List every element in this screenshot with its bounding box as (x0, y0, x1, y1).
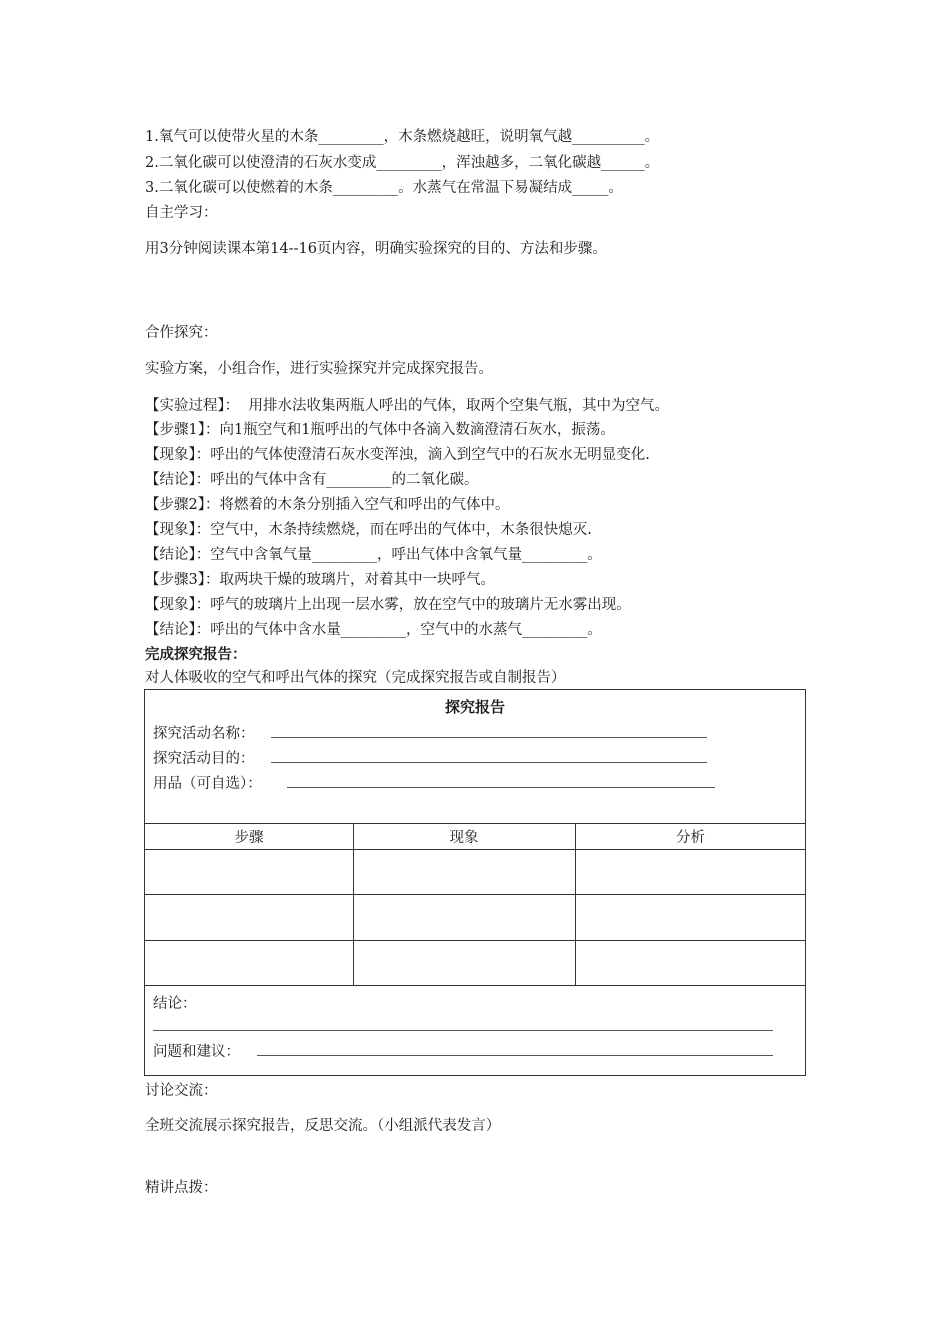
questions-blank[interactable] (257, 1055, 773, 1056)
phenomenon-2: 【现象】：空气中，木条持续燃烧，而在呼出的气体中，木条很快熄灭. (145, 522, 592, 538)
activity-name-blank[interactable] (271, 737, 707, 738)
report-heading: 完成探究报告： (145, 647, 247, 663)
self-study-heading: 自主学习： (145, 205, 218, 221)
divider (145, 985, 805, 986)
activity-purpose-label: 探究活动目的： (153, 751, 255, 767)
column-header-step: 步骤 (234, 830, 264, 846)
cooperative-heading: 合作探究： (145, 325, 218, 341)
column-header-analysis: 分析 (676, 830, 705, 846)
column-header-phenomenon: 现象 (449, 830, 479, 846)
discussion-text: 全班交流展示探究报告，反思交流。（小组派代表发言） (145, 1118, 501, 1134)
lecture-heading: 精讲点拨： (145, 1180, 218, 1196)
materials-blank[interactable] (287, 787, 715, 788)
conclusion-3: 【结论】：呼出的气体中含水量_________，空气中的水蒸气_________。 (145, 622, 602, 638)
conclusion-2: 【结论】：空气中含氧气量_________，呼出气体中含氧气量_________。 (145, 547, 602, 563)
materials-label: 用品（可自选）： (153, 776, 262, 792)
self-study-text: 用3分钟阅读课本第14--16页内容，明确实验探究的目的、方法和步骤。 (145, 241, 607, 257)
activity-name-label: 探究活动名称： (153, 726, 255, 742)
review-question-2: 2.二氧化碳可以使澄清的石灰水变成_________，浑浊越多，二氧化碳越______。 (145, 155, 660, 171)
step-3: 【步骤3】：取两块干燥的玻璃片，对着其中一块呼气。 (145, 572, 495, 588)
divider (145, 894, 805, 895)
conclusion-label: 结论： (153, 996, 197, 1012)
report-title: 探究报告 (444, 698, 505, 716)
column-divider (575, 823, 576, 985)
cooperative-text: 实验方案，小组合作，进行实验探究并完成探究报告。 (145, 361, 493, 377)
divider (145, 849, 805, 850)
divider (145, 823, 805, 824)
activity-purpose-blank[interactable] (271, 762, 707, 763)
review-question-3: 3.二氧化碳可以使燃着的木条_________。水蒸气在常温下易凝结成_____。 (145, 180, 623, 196)
conclusion-1: 【结论】：呼出的气体中含有_________的二氧化碳。 (145, 472, 479, 488)
step-2: 【步骤2】：将燃着的木条分别插入空气和呼出的气体中。 (145, 497, 510, 513)
report-subtitle: 对人体吸收的空气和呼出气体的探究（完成探究报告或自制报告） (145, 670, 566, 686)
conclusion-blank[interactable] (153, 1030, 773, 1031)
experiment-procedure: 【实验过程】： 用排水法收集两瓶人呼出的气体，取两个空集气瓶，其中为空气。 (145, 398, 669, 414)
report-table (144, 689, 806, 1076)
review-question-1: 1.氧气可以使带火星的木条_________，木条燃烧越旺，说明氧气越__________。 (145, 129, 660, 145)
column-divider (353, 823, 354, 985)
phenomenon-3: 【现象】：呼气的玻璃片上出现一层水雾，放在空气中的玻璃片无水雾出现。 (145, 597, 631, 613)
phenomenon-1: 【现象】：呼出的气体使澄清石灰水变浑浊，滴入到空气中的石灰水无明显变化. (145, 447, 650, 463)
step-1: 【步骤1】：向1瓶空气和1瓶呼出的气体中各滴入数滴澄清石灰水，振荡。 (145, 422, 615, 438)
discussion-heading: 讨论交流： (145, 1083, 218, 1099)
questions-label: 问题和建议： (153, 1044, 240, 1060)
divider (145, 940, 805, 941)
